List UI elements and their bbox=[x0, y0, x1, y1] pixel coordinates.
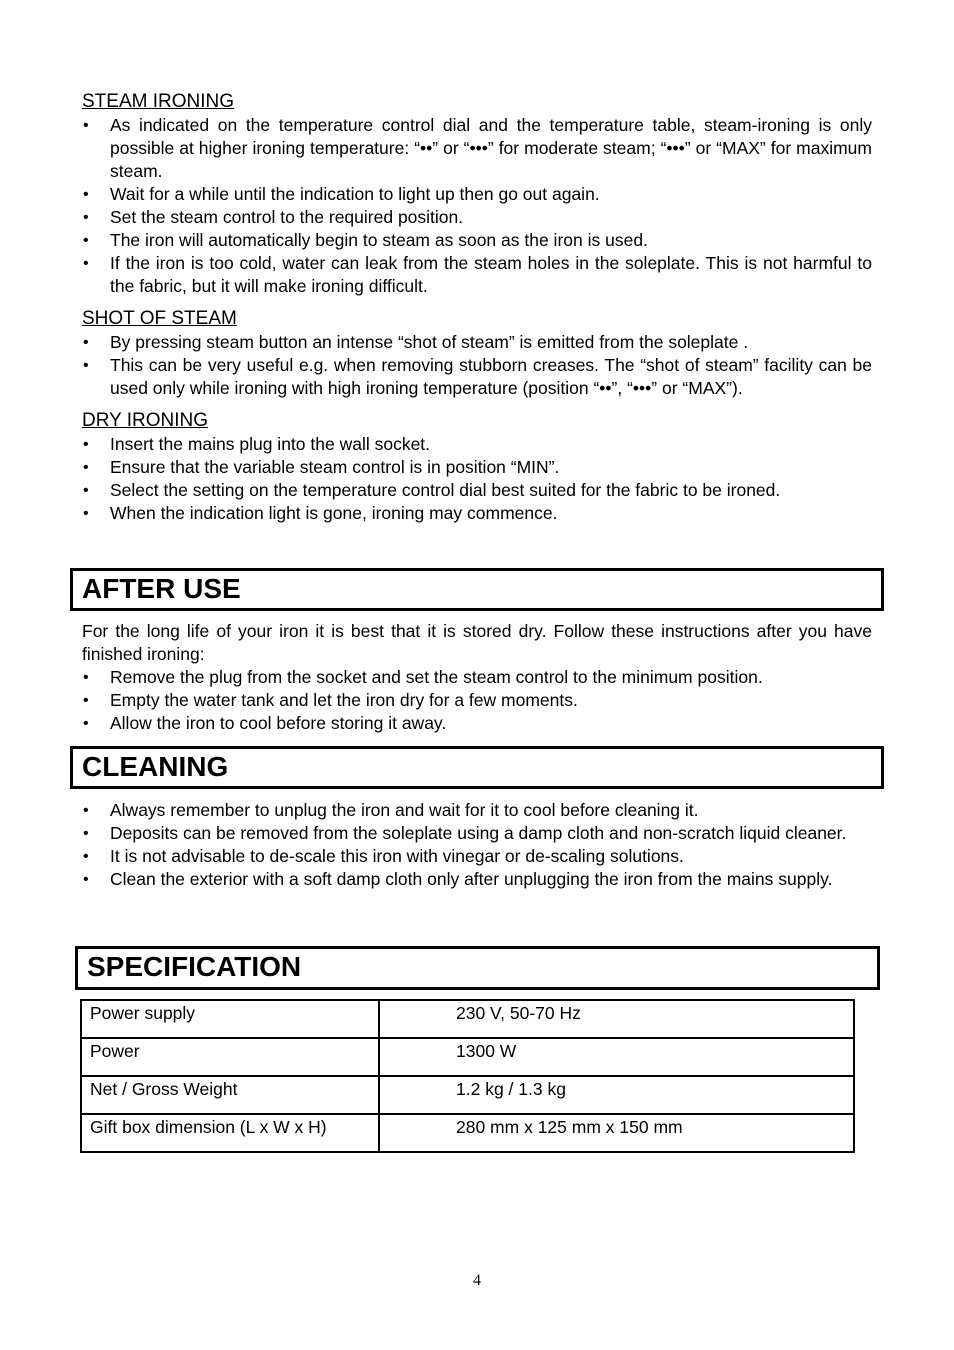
page-number: 4 bbox=[473, 1272, 481, 1289]
specification-heading: SPECIFICATION bbox=[75, 946, 880, 990]
spec-value: 1.2 kg / 1.3 kg bbox=[379, 1076, 854, 1114]
steam-ironing-list bbox=[82, 114, 872, 298]
after-use-heading: AFTER USE bbox=[70, 568, 884, 611]
list-item: • Allow the iron to cool before storing it away. bbox=[82, 712, 872, 735]
list-item: • Select the setting on the temperature control dial best suited for the fabric to be ironed. bbox=[82, 479, 872, 502]
spec-label: Net / Gross Weight bbox=[81, 1076, 379, 1114]
spec-label: Power bbox=[81, 1038, 379, 1076]
list-item: • The iron will automatically begin to steam as soon as the iron is used. bbox=[82, 229, 872, 252]
list-item: • It is not advisable to de-scale this iron with vinegar or de-scaling solutions. bbox=[82, 845, 872, 868]
list-item: • Always remember to unplug the iron and wait for it to cool before cleaning it. bbox=[82, 799, 872, 822]
spec-value: 230 V, 50-70 Hz bbox=[379, 1000, 854, 1038]
cleaning-list bbox=[82, 799, 872, 891]
list-item: • If the iron is too cold, water can leak from the steam holes in the soleplate. This is not harmful to the fabric, but it will make ironing difficult. bbox=[82, 252, 872, 298]
ironing-instructions bbox=[82, 90, 872, 525]
list-item: • Ensure that the variable steam control is in position “MIN”. bbox=[82, 456, 872, 479]
cleaning-heading: CLEANING bbox=[70, 746, 884, 789]
list-item: • As indicated on the temperature control dial and the temperature table, steam-ironing is only possible at higher ironing temperature: “••” or “•••” for moderate steam; “•••” or “MAX” for maximum steam. bbox=[82, 114, 872, 183]
dry-ironing-heading: DRY IRONING bbox=[82, 410, 208, 431]
spec-value: 1300 W bbox=[379, 1038, 854, 1076]
list-item: • Insert the mains plug into the wall socket. bbox=[82, 433, 872, 456]
list-item: • Remove the plug from the socket and set the steam control to the minimum position. bbox=[82, 666, 872, 689]
list-item: • Deposits can be removed from the soleplate using a damp cloth and non-scratch liquid cleaner. bbox=[82, 822, 872, 845]
table-row bbox=[81, 1076, 854, 1114]
list-item: • By pressing steam button an intense “shot of steam” is emitted from the soleplate . bbox=[82, 331, 872, 354]
dry-ironing-list bbox=[82, 433, 872, 525]
list-item: • When the indication light is gone, ironing may commence. bbox=[82, 502, 872, 525]
table-row bbox=[81, 1114, 854, 1152]
list-item: • Set the steam control to the required position. bbox=[82, 206, 872, 229]
list-item: • Wait for a while until the indication to light up then go out again. bbox=[82, 183, 872, 206]
list-item: • This can be very useful e.g. when removing stubborn creases. The “shot of steam” facility can be used only while ironing with high ironing temperature (position “••”, “•••” or “MAX”). bbox=[82, 354, 872, 400]
spec-label: Gift box dimension (L x W x H) bbox=[81, 1114, 379, 1152]
table-row bbox=[81, 1038, 854, 1076]
spec-label: Power supply bbox=[81, 1000, 379, 1038]
after-use-section bbox=[82, 620, 872, 735]
specification-table bbox=[80, 999, 855, 1153]
after-use-intro: For the long life of your iron it is best that it is stored dry. Follow these instructions after you have finished ironing: bbox=[82, 621, 872, 664]
list-item: • Empty the water tank and let the iron dry for a few moments. bbox=[82, 689, 872, 712]
list-item: • Clean the exterior with a soft damp cloth only after unplugging the iron from the mains supply. bbox=[82, 868, 872, 891]
after-use-list bbox=[82, 666, 872, 735]
steam-ironing-heading: STEAM IRONING bbox=[82, 91, 235, 112]
table-row bbox=[81, 1000, 854, 1038]
cleaning-section bbox=[82, 799, 872, 891]
shot-of-steam-heading: SHOT OF STEAM bbox=[82, 308, 237, 329]
shot-of-steam-list bbox=[82, 331, 872, 400]
spec-value: 280 mm x 125 mm x 150 mm bbox=[379, 1114, 854, 1152]
